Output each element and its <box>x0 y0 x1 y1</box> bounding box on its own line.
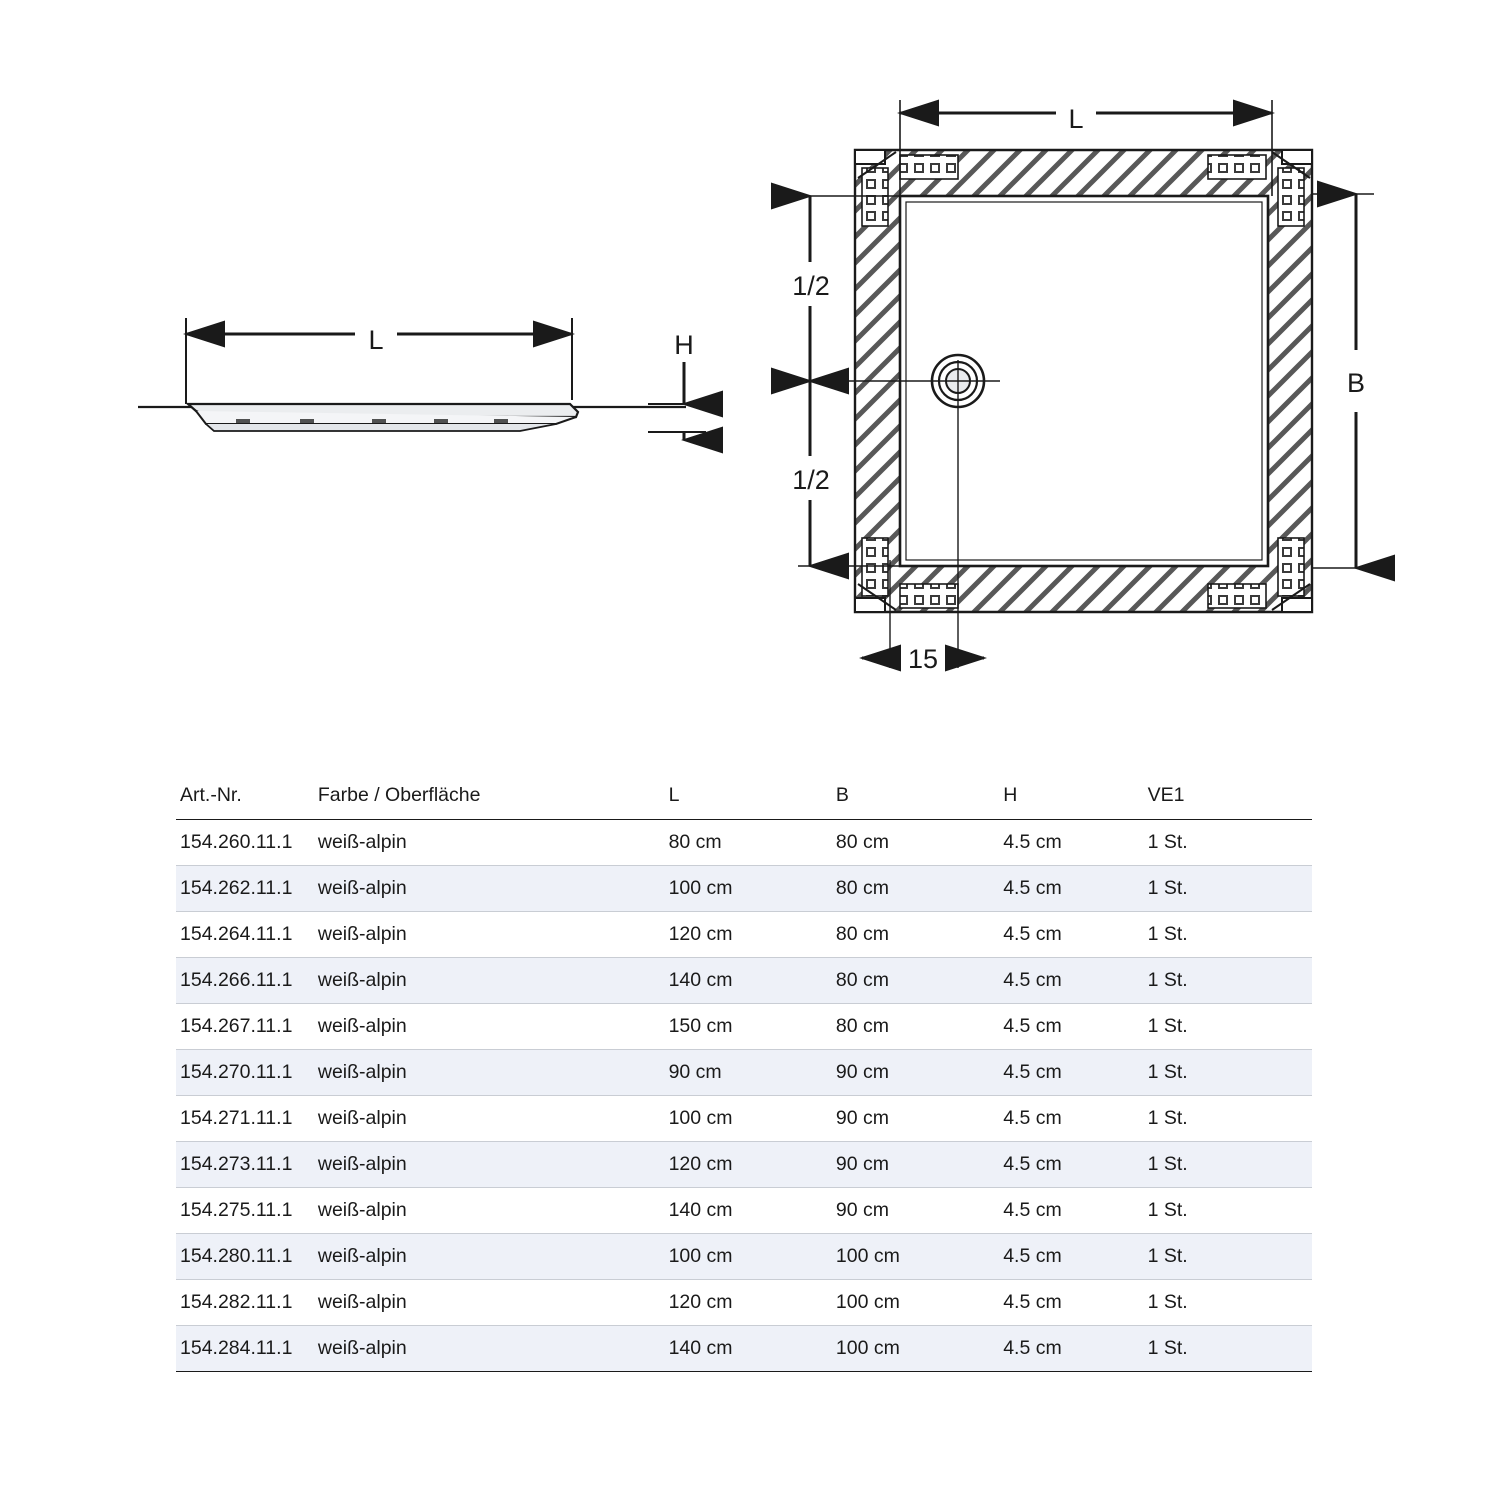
cell-b: 80 cm <box>835 1015 889 1037</box>
cell-l: 150 cm <box>668 1015 733 1037</box>
table-row <box>176 820 1312 866</box>
top-view-width-label: B <box>1346 368 1366 398</box>
cell-ve1: 1 St. <box>1147 1153 1188 1175</box>
cell-h: 4.5 cm <box>1003 1337 1062 1359</box>
cell-l: 90 cm <box>668 1061 722 1083</box>
column-header-b: B <box>835 784 849 806</box>
spec-table-container <box>176 778 1312 1372</box>
cell-ve1: 1 St. <box>1147 969 1188 991</box>
cell-l: 100 cm <box>668 1245 733 1267</box>
cell-ve1: 1 St. <box>1147 923 1188 945</box>
cell-b: 80 cm <box>835 831 889 853</box>
column-header-h: H <box>1003 784 1018 806</box>
cell-ve1: 1 St. <box>1147 1245 1188 1267</box>
cell-art-nr: 154.280.11.1 <box>180 1245 293 1267</box>
cell-art-nr: 154.284.11.1 <box>180 1337 293 1359</box>
table-row <box>176 912 1312 958</box>
top-view-half-bottom-label: 1/2 <box>792 465 830 495</box>
cell-farbe: weiß-alpin <box>317 1199 407 1221</box>
cell-farbe: weiß-alpin <box>317 1337 407 1359</box>
table-row <box>176 1280 1312 1326</box>
cell-b: 80 cm <box>835 969 889 991</box>
cell-l: 140 cm <box>668 969 733 991</box>
table-header-row <box>176 778 1312 820</box>
cell-l: 140 cm <box>668 1337 733 1359</box>
cell-h: 4.5 cm <box>1003 831 1062 853</box>
product-spec-table <box>176 778 1312 1372</box>
cell-b: 90 cm <box>835 1153 889 1175</box>
table-row <box>176 1234 1312 1280</box>
top-view-offset-label: 15 <box>907 644 939 674</box>
cell-farbe: weiß-alpin <box>317 1015 407 1037</box>
cell-art-nr: 154.266.11.1 <box>180 969 293 991</box>
cell-l: 120 cm <box>668 1153 733 1175</box>
cell-b: 80 cm <box>835 877 889 899</box>
cell-ve1: 1 St. <box>1147 1015 1188 1037</box>
cell-art-nr: 154.282.11.1 <box>180 1291 293 1313</box>
cell-farbe: weiß-alpin <box>317 1061 407 1083</box>
table-row <box>176 958 1312 1004</box>
cell-l: 140 cm <box>668 1199 733 1221</box>
cell-art-nr: 154.273.11.1 <box>180 1153 293 1175</box>
column-header-art-nr: Art.-Nr. <box>180 784 242 806</box>
side-view-height-label: H <box>674 330 694 360</box>
cell-ve1: 1 St. <box>1147 1199 1188 1221</box>
table-row <box>176 1050 1312 1096</box>
cell-h: 4.5 cm <box>1003 1245 1062 1267</box>
cell-farbe: weiß-alpin <box>317 877 407 899</box>
cell-ve1: 1 St. <box>1147 1061 1188 1083</box>
cell-b: 90 cm <box>835 1061 889 1083</box>
cell-art-nr: 154.270.11.1 <box>180 1061 293 1083</box>
cell-l: 100 cm <box>668 877 733 899</box>
side-view-length-label: L <box>368 325 384 355</box>
table-row <box>176 866 1312 912</box>
cell-art-nr: 154.262.11.1 <box>180 877 293 899</box>
cell-h: 4.5 cm <box>1003 1107 1062 1129</box>
column-header-farbe: Farbe / Oberfläche <box>317 784 481 806</box>
table-body <box>176 820 1312 1372</box>
side-view-group <box>138 310 706 440</box>
cell-b: 100 cm <box>835 1291 900 1313</box>
top-view-group <box>786 92 1374 674</box>
cell-b: 100 cm <box>835 1337 900 1359</box>
column-header-l: L <box>668 784 680 806</box>
cell-ve1: 1 St. <box>1147 1107 1188 1129</box>
cell-farbe: weiß-alpin <box>317 1245 407 1267</box>
cell-ve1: 1 St. <box>1147 1337 1188 1359</box>
cell-farbe: weiß-alpin <box>317 831 407 853</box>
top-view-half-top-label: 1/2 <box>792 271 830 301</box>
technical-drawing <box>0 0 1500 720</box>
cell-art-nr: 154.267.11.1 <box>180 1015 293 1037</box>
cell-farbe: weiß-alpin <box>317 969 407 991</box>
table-row <box>176 1188 1312 1234</box>
cell-farbe: weiß-alpin <box>317 923 407 945</box>
cell-ve1: 1 St. <box>1147 877 1188 899</box>
cell-l: 100 cm <box>668 1107 733 1129</box>
cell-b: 80 cm <box>835 923 889 945</box>
cell-h: 4.5 cm <box>1003 1153 1062 1175</box>
cell-art-nr: 154.271.11.1 <box>180 1107 293 1129</box>
table-row <box>176 1004 1312 1050</box>
cell-ve1: 1 St. <box>1147 831 1188 853</box>
cell-farbe: weiß-alpin <box>317 1153 407 1175</box>
cell-l: 120 cm <box>668 923 733 945</box>
table-row <box>176 1142 1312 1188</box>
cell-h: 4.5 cm <box>1003 1061 1062 1083</box>
cell-h: 4.5 cm <box>1003 969 1062 991</box>
cell-h: 4.5 cm <box>1003 1015 1062 1037</box>
cell-l: 80 cm <box>668 831 722 853</box>
cell-ve1: 1 St. <box>1147 1291 1188 1313</box>
cell-farbe: weiß-alpin <box>317 1107 407 1129</box>
cell-farbe: weiß-alpin <box>317 1291 407 1313</box>
cell-h: 4.5 cm <box>1003 877 1062 899</box>
column-header-ve1: VE1 <box>1147 784 1185 806</box>
cell-b: 100 cm <box>835 1245 900 1267</box>
cell-b: 90 cm <box>835 1199 889 1221</box>
cell-art-nr: 154.275.11.1 <box>180 1199 293 1221</box>
table-row <box>176 1326 1312 1372</box>
cell-h: 4.5 cm <box>1003 1291 1062 1313</box>
cell-l: 120 cm <box>668 1291 733 1313</box>
cell-b: 90 cm <box>835 1107 889 1129</box>
cell-h: 4.5 cm <box>1003 1199 1062 1221</box>
cell-h: 4.5 cm <box>1003 923 1062 945</box>
cell-art-nr: 154.264.11.1 <box>180 923 293 945</box>
table-header <box>176 778 1312 820</box>
cell-art-nr: 154.260.11.1 <box>180 831 293 853</box>
table-row <box>176 1096 1312 1142</box>
top-view-length-label: L <box>1068 104 1084 134</box>
